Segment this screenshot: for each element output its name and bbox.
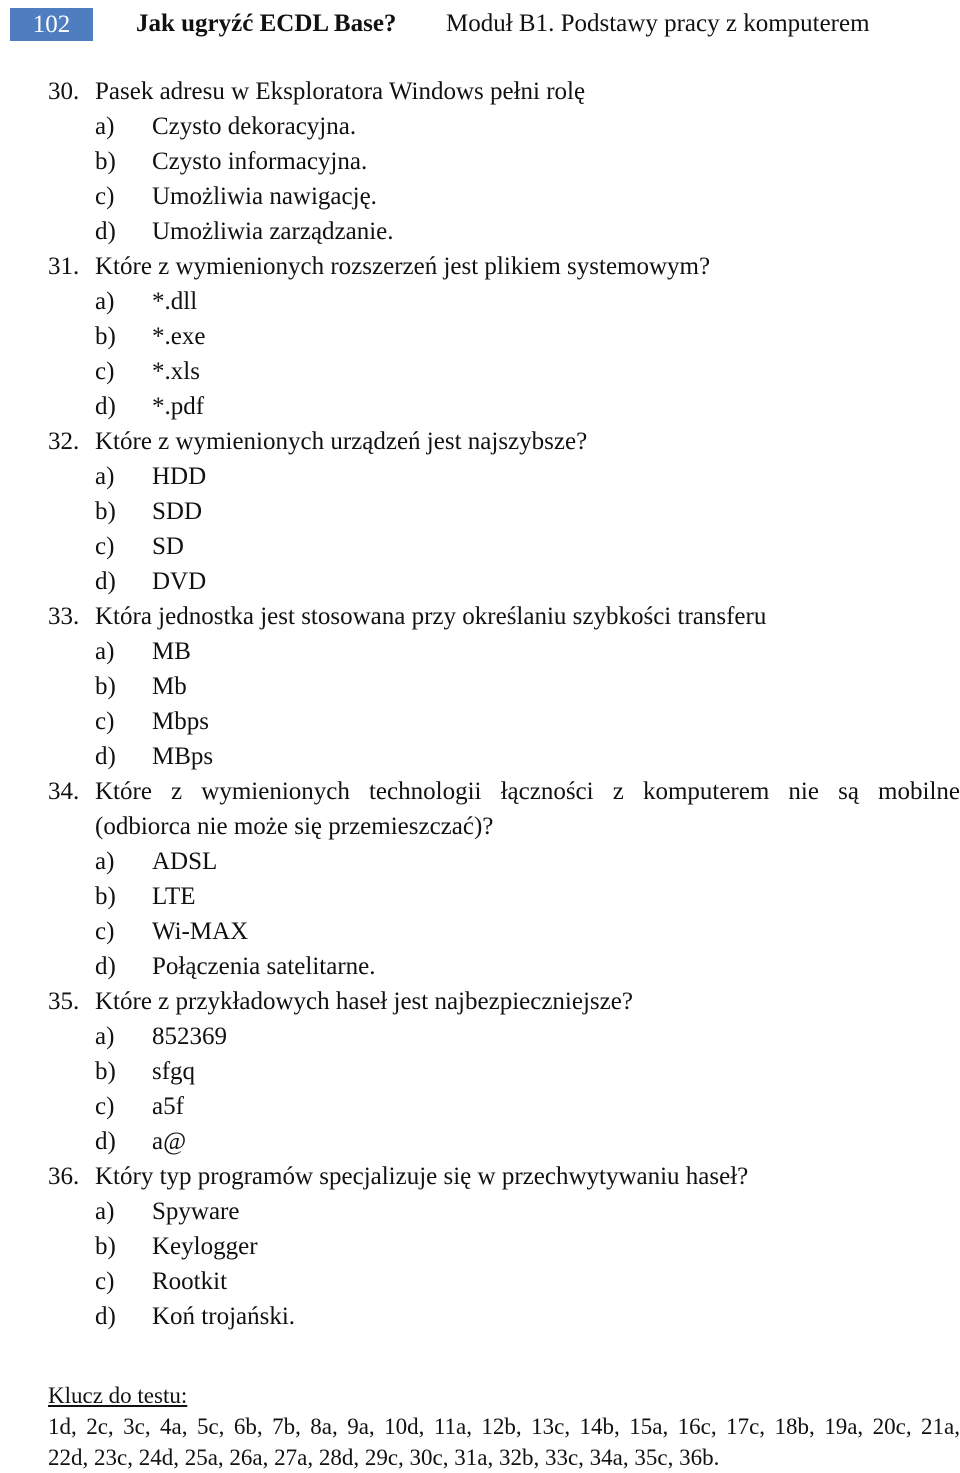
question-number: 33. (48, 603, 80, 630)
option-letter: c) (95, 533, 115, 560)
option-text: Umożliwia nawigację. (152, 183, 377, 210)
option-text: *.xls (152, 358, 200, 385)
answer-option (0, 914, 960, 949)
answer-option (0, 319, 960, 354)
page-number-badge: 102 (10, 8, 93, 41)
question-text: Pasek adresu w Eksploratora Windows pełni rolę (95, 78, 586, 105)
answer-option (0, 494, 960, 529)
option-letter: c) (95, 918, 115, 945)
option-letter: d) (95, 393, 116, 420)
option-text: MBps (152, 743, 214, 770)
question-text: Które z wymienionych urządzeń jest najszybsze? (95, 428, 588, 455)
question-number: 30. (48, 78, 80, 105)
answer-option (0, 879, 960, 914)
question-line (0, 774, 960, 809)
question-text: Które z wymienionych technologii łączności z komputerem nie są mobilne (95, 778, 960, 805)
option-text: SD (152, 533, 184, 560)
option-letter: d) (95, 1303, 116, 1330)
answer-option (0, 669, 960, 704)
question-line (0, 984, 960, 1019)
option-text: *.pdf (152, 393, 205, 420)
option-letter: b) (95, 1058, 116, 1085)
module-title: Moduł B1. Podstawy pracy z komputerem (446, 10, 870, 37)
page-header (0, 0, 960, 50)
answer-option (0, 564, 960, 599)
question-number: 32. (48, 428, 80, 455)
option-letter: d) (95, 1128, 116, 1155)
book-title: Jak ugryźć ECDL Base? (136, 10, 397, 37)
option-letter: c) (95, 183, 115, 210)
question-number: 36. (48, 1163, 80, 1190)
option-text: Spyware (152, 1198, 240, 1225)
answer-option (0, 704, 960, 739)
question-text: Które z wymienionych rozszerzeń jest plikiem systemowym? (95, 253, 711, 280)
answer-option (0, 284, 960, 319)
option-letter: b) (95, 148, 116, 175)
answer-option (0, 389, 960, 424)
option-text: HDD (152, 463, 207, 490)
question-line (0, 809, 960, 844)
answer-option (0, 214, 960, 249)
option-letter: c) (95, 358, 115, 385)
answer-option (0, 1264, 960, 1299)
answer-key-heading: Klucz do testu: (48, 1383, 188, 1408)
option-letter: b) (95, 883, 116, 910)
option-letter: c) (95, 1093, 115, 1120)
question-line (0, 424, 960, 459)
option-text: DVD (152, 568, 207, 595)
answer-option (0, 1019, 960, 1054)
answer-option (0, 844, 960, 879)
option-letter: d) (95, 568, 116, 595)
answer-option (0, 459, 960, 494)
answer-option (0, 1089, 960, 1124)
question-list (0, 74, 960, 1334)
option-letter: a) (95, 1023, 115, 1050)
option-text: MB (152, 638, 191, 665)
option-letter: a) (95, 848, 115, 875)
option-letter: a) (95, 638, 115, 665)
option-text: a@ (152, 1128, 187, 1155)
option-letter: d) (95, 218, 116, 245)
answer-option (0, 1299, 960, 1334)
option-text: a5f (152, 1093, 184, 1120)
answer-option (0, 1229, 960, 1264)
answer-option (0, 634, 960, 669)
question-number: 34. (48, 778, 80, 805)
option-letter: b) (95, 498, 116, 525)
question-text: Które z przykładowych haseł jest najbezpieczniejsze? (95, 988, 633, 1015)
option-text: Umożliwia zarządzanie. (152, 218, 394, 245)
option-letter: c) (95, 708, 115, 735)
option-letter: c) (95, 1268, 115, 1295)
option-text: Mb (152, 673, 187, 700)
answer-option (0, 739, 960, 774)
option-letter: d) (95, 953, 116, 980)
question-line (0, 74, 960, 109)
question-text: Która jednostka jest stosowana przy określaniu szybkości transferu (95, 603, 767, 630)
answer-option (0, 109, 960, 144)
answer-option (0, 354, 960, 389)
option-text: Wi-MAX (152, 918, 249, 945)
answer-option (0, 1054, 960, 1089)
question-text: (odbiorca nie może się przemieszczać)? (95, 813, 494, 840)
option-text: *.exe (152, 323, 206, 350)
answer-key (48, 1381, 960, 1473)
option-text: Mbps (152, 708, 209, 735)
answer-key-line: 22d, 23c, 24d, 25a, 26a, 27a, 28d, 29c, 30c, 31a, 32b, 33c, 34a, 35c, 36b. (48, 1445, 720, 1470)
question-line (0, 249, 960, 284)
option-text: Koń trojański. (152, 1303, 296, 1330)
option-text: Czysto dekoracyjna. (152, 113, 357, 140)
option-letter: a) (95, 113, 115, 140)
question-number: 35. (48, 988, 80, 1015)
option-text: 852369 (152, 1023, 227, 1050)
option-letter: b) (95, 323, 116, 350)
option-text: *.dll (152, 288, 198, 315)
answer-key-line: 1d, 2c, 3c, 4a, 5c, 6b, 7b, 8a, 9a, 10d, 11a, 12b, 13c, 14b, 15a, 16c, 17c, 18b, 19a, 20c, 21a, (48, 1414, 960, 1439)
question-number: 31. (48, 253, 80, 280)
question-line (0, 1159, 960, 1194)
option-text: ADSL (152, 848, 218, 875)
option-letter: a) (95, 463, 115, 490)
option-letter: a) (95, 1198, 115, 1225)
option-letter: b) (95, 673, 116, 700)
option-text: sfgq (152, 1058, 196, 1085)
option-text: LTE (152, 883, 196, 910)
option-text: Rootkit (152, 1268, 228, 1295)
answer-option (0, 1194, 960, 1229)
question-text: Który typ programów specjalizuje się w przechwytywaniu haseł? (95, 1163, 749, 1190)
answer-option (0, 144, 960, 179)
answer-option (0, 949, 960, 984)
option-letter: b) (95, 1233, 116, 1260)
option-text: Czysto informacyjna. (152, 148, 368, 175)
option-text: Keylogger (152, 1233, 258, 1260)
answer-option (0, 529, 960, 564)
answer-option (0, 1124, 960, 1159)
option-letter: d) (95, 743, 116, 770)
answer-option (0, 179, 960, 214)
option-letter: a) (95, 288, 115, 315)
question-line (0, 599, 960, 634)
option-text: Połączenia satelitarne. (152, 953, 376, 980)
option-text: SDD (152, 498, 203, 525)
